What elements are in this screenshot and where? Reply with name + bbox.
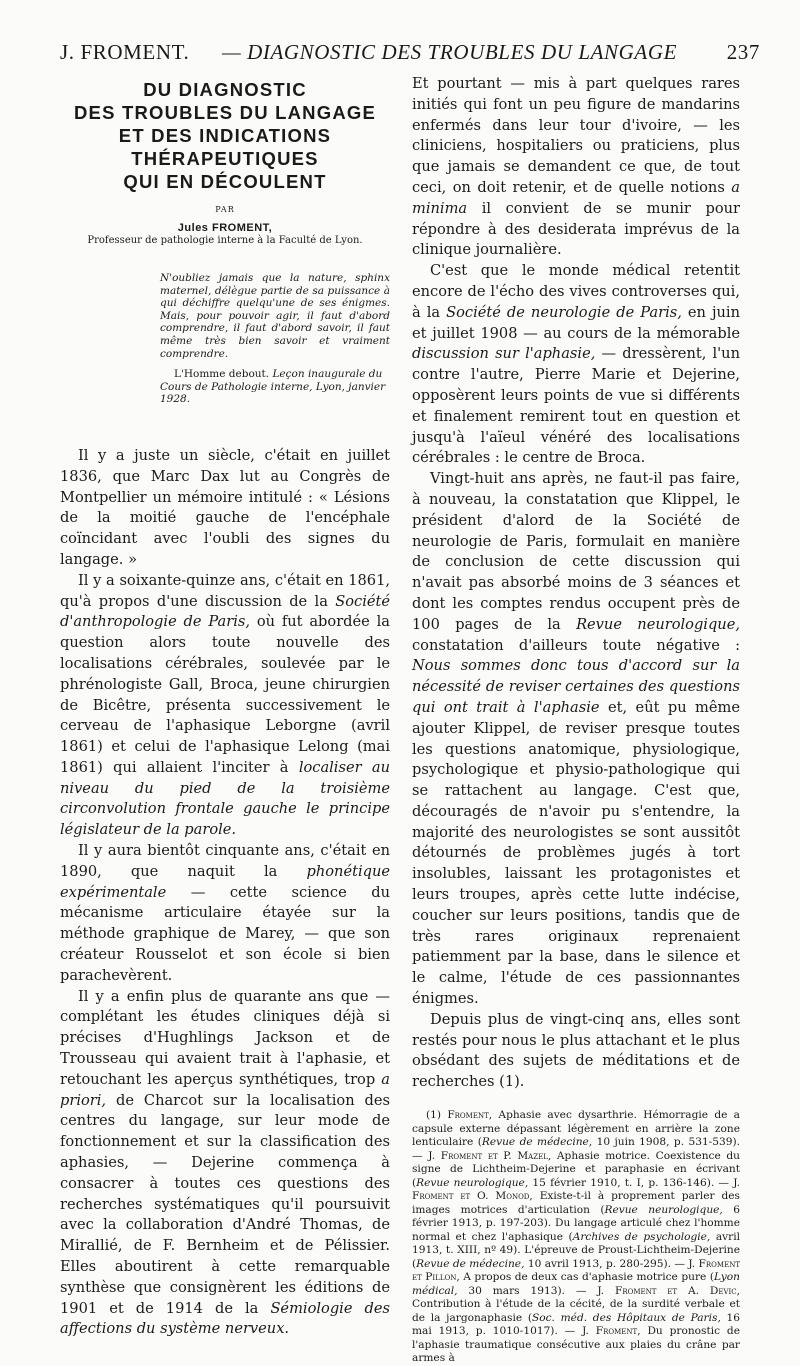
paragraph: Et pourtant — mis à part quelques rares initiés qui font un peu figure de mandarins enfermés dans leur tour d'ivoire, — les cliniciens, hospitaliers ou praticiens, plus que jamais se demandent ce que, de tout ceci, on doit retenir, et de quelle notions a minima il convient de se munir pour répondre à des desiderata imprévus de la clinique journalière.	[412, 75, 740, 259]
paragraph: Il y a soixante-quinze ans, c'était en 1861, qu'à propos d'une discussion de la Société d'anthropologie de Paris, où fut abordée la question alors toute nouvelle des localisations cérébrales, soulevée par le phrénologiste Gall, Broca, jeune chirurgien de Bicêtre, présenta successivement le cerveau de l'aphasique Leborgne (avril 1861) et celui de l'aphasique Lelong (mai 1861) qui allaient l'inciter à localiser au niveau du pied de la troisième circonvolution frontale gauche le principe législateur de la parole.	[60, 571, 390, 839]
right-column	[412, 74, 740, 1366]
epigraph-quote: N'oubliez jamais que la nature, sphinx maternel, délègue partie de sa puissance à qui déchiffre quelqu'une de ses énigmes. Mais, pour pouvoir agir, il faut d'abord comprendre, il faut d'abord savoir, il faut même très bien savoir et vraiment comprendre.	[160, 272, 390, 360]
paragraph: Depuis plus de vingt-cinq ans, elles sont restés pour nous le plus attachant et le plus obsédant des sujets de méditations et de recherches (1).	[412, 1010, 740, 1091]
title-line: DES TROUBLES DU LANGAGE	[73, 102, 377, 123]
title-line: THÉRAPEUTIQUES	[131, 148, 319, 169]
author-name: Jules FROMENT,	[177, 222, 273, 234]
byline-par: PAR	[215, 205, 235, 214]
left-column	[60, 74, 390, 1340]
paragraph: Il y a enfin plus de quarante ans que — complétant les études cliniques déjà si précises d'Hughlings Jackson et de Trousseau qui avaient trait à l'aphasie, et retouchant les aperçus synthétiques, trop a priori, de Charcot sur la localisation des centres du langage, sur leur mode de fonctionnement et sur la classification des aphasies, — Dejerine commença à consacrer à toutes ces questions des recherches systématiques qu'il poursuivit avec la collaboration d'André Thomas, de Mirallié, de F. Bernheim et de Pélissier. Elles aboutirent à cette remarquable synthèse que consignèrent les éditions de 1901 et de 1914 de la Sémiologie des affections du système nerveux.	[60, 987, 390, 1338]
title-line: QUI EN DÉCOULENT	[123, 171, 327, 192]
footnote: (1) Froment, Aphasie avec dysarthrie. Hémorragie de a capsule externe dépassant légèrement en arrière la zone lenticulaire (Revue de médecine, 10 juin 1908, p. 531-539). — J. Froment et P. Mazel, Aphasie motrice. Coexistence du signe de Lichtheim-Dejerine et paraphasie en écrivant (Revue neurologique, 15 février 1910, t. I, p. 136-146). — J. Froment et O. Monod, Existe-t-il à proprement parler des images motrices d'articulation (Revue neurologique, 6 février 1913, p. 197-203). Du langage articulé chez l'homme normal et chez l'aphasique (Archives de psychologie, avril 1913, t. XIII, nº 49). L'épreuve de Proust-Lichtheim-Dejerine (Revue de médecine, 10 avril 1913, p. 280-295). — J. Froment et Pillon, A propos de deux cas d'aphasie motrice pure (Lyon médical, 30 mars 1913). — J. Froment et A. Devic, Contribution à l'étude de la cécité, de la surdité verbale et de la jargonaphasie (Soc. méd. des Hôpitaux de Paris, 16 mai 1913, p. 1010-1017). — J. Froment, Du pronostic de l'aphasie traumatique consécutive aux plaies du crâne par armes à	[412, 1109, 741, 1365]
running-head-author: J. FROMENT.	[60, 40, 190, 64]
paragraph: Vingt-huit ans après, ne faut-il pas faire, à nouveau, la constatation que Klippel, le président d'alord de la Société de neurologie de Paris, formulait en manière de conclusion de cette discussion qui n'avait pas absorbé moins de 3 séances et dont les comptes rendus occupent près de 100 pages de la Revue neurologique, constatation d'ailleurs toute négative : Nous sommes donc tous d'accord sur la nécessité de reviser certaines des questions qui ont trait à l'aphasie et, eût pu même ajouter Klippel, de reviser presque toutes les questions anatomique, physiologique, psychologique et physio-pathologique qui se rattachent au langage. C'est que, découragés de n'avoir pu s'entendre, la majorité des neurologistes se sont aussitôt détournés de problèmes jugés à tort insolubles, laissant les protagonistes et leurs troupes, après cette lutte indécise, coucher sur leurs positions, tandis que de très rares originaux reprenaient patiemment par la base, dans le silence et le calme, l'étude de ces passionnantes énigmes.	[412, 470, 740, 1008]
title-line: DU DIAGNOSTIC	[143, 79, 307, 100]
left-body-text	[60, 446, 390, 1340]
title-line: ET DES INDICATIONS	[118, 125, 332, 146]
running-head-title: — DIAGNOSTIC DES TROUBLES DU LANGAGE	[222, 40, 678, 64]
paragraph: Il y a juste un siècle, c'était en juillet 1836, que Marc Dax lut au Congrès de Montpellier un mémoire intitulé : « Lésions de la moitié gauche de l'encéphale coïncidant avec l'oubli des signes du langage. »	[60, 446, 390, 568]
paragraph: C'est que le monde médical retentit encore de l'écho des vives controverses qui, à la Société de neurologie de Paris, en juin et juillet 1908 — au cours de la mémorable discussion sur l'aphasie, — dressèrent, l'un contre l'autre, Pierre Marie et Dejerine, opposèrent leurs points de vue si différents et finalement remirent tout en question et jusqu'à l'aïeul vénéré des localisations cérébrales : le centre de Broca.	[412, 262, 740, 467]
paragraph: Il y aura bientôt cinquante ans, c'était en 1890, que naquit la phonétique expérimentale — cette science du mécanisme articulaire étayée sur la méthode graphique de Marey, — que son créateur Rousselot et son école si bien parachevèrent.	[60, 842, 390, 984]
page-number: 237	[726, 40, 760, 64]
epigraph-source	[160, 368, 390, 406]
epigraph-source-detail: Leçon inaugurale du Cours de Pathologie interne, Lyon, janvier 1928.	[160, 368, 386, 406]
author-affiliation: Professeur de pathologie interne à la Faculté de Lyon.	[87, 235, 363, 246]
epigraph-source-name: L'Homme debout.	[174, 368, 270, 381]
running-head	[60, 40, 760, 70]
right-body-text	[412, 74, 740, 1093]
article-title	[60, 78, 390, 193]
